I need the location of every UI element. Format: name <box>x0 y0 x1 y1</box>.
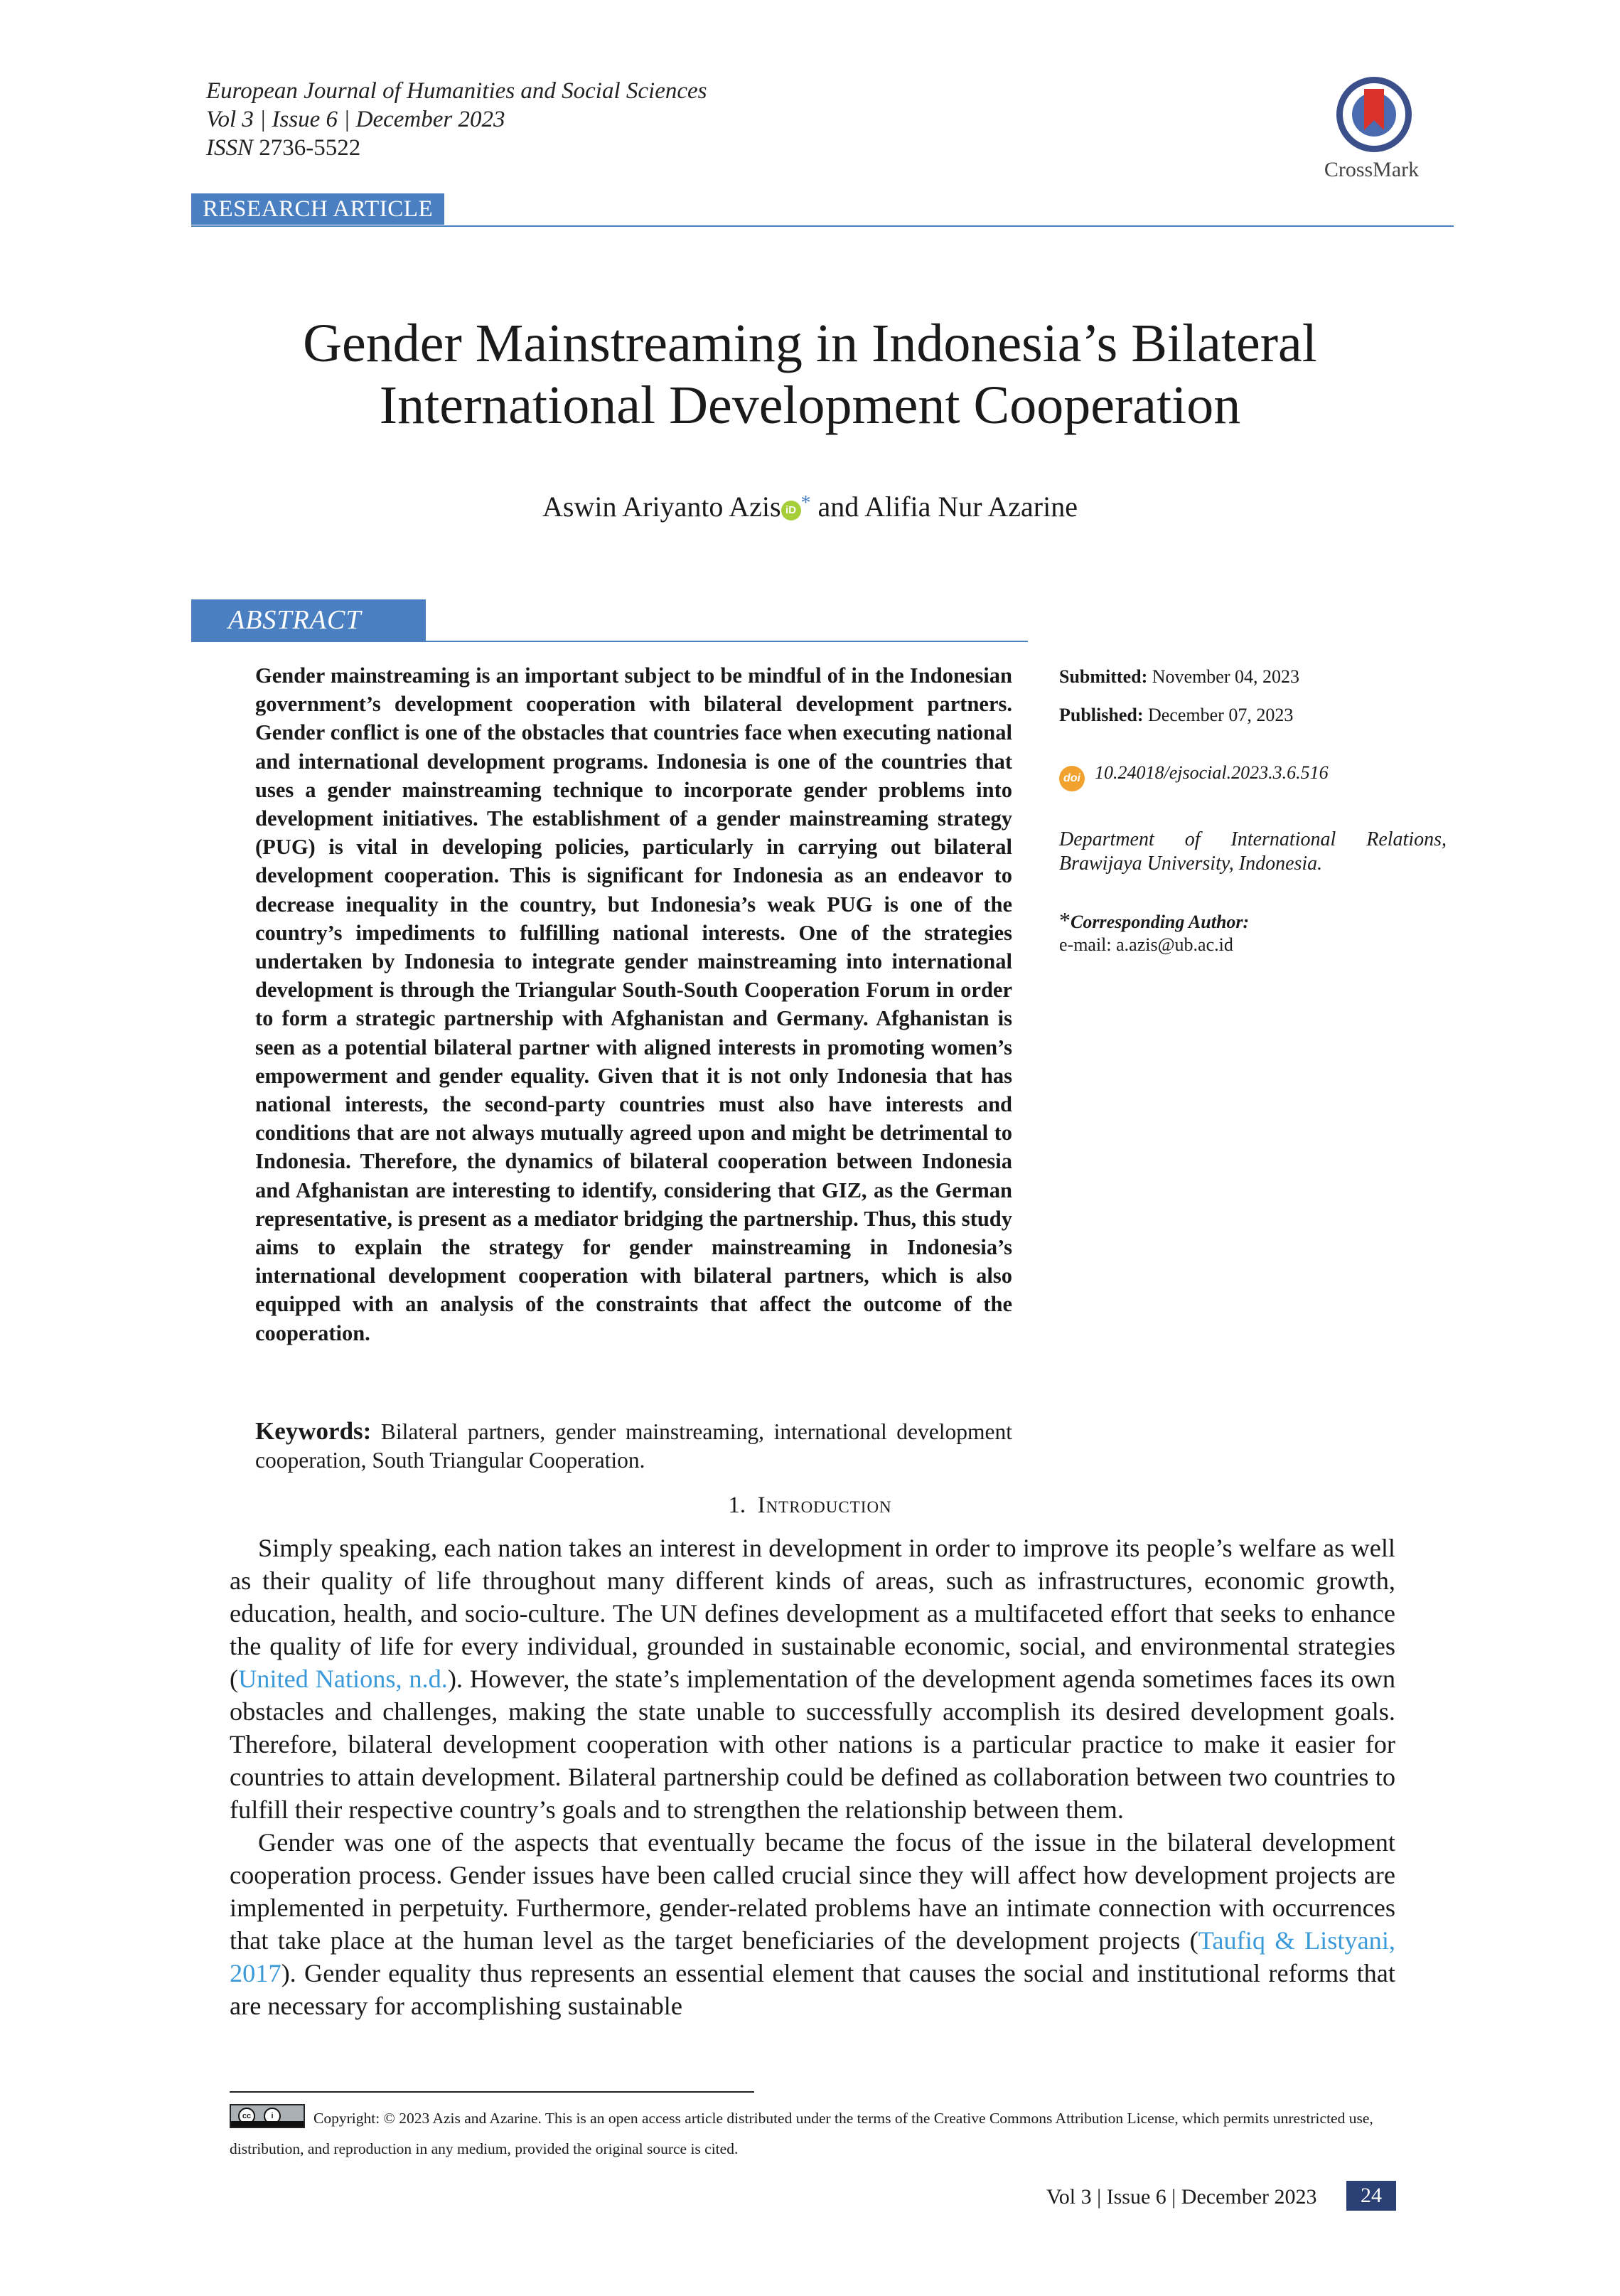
introduction-body <box>230 1532 1395 2022</box>
keywords-label: Keywords: <box>255 1417 372 1445</box>
submitted-value: November 04, 2023 <box>1147 666 1299 687</box>
citation-link[interactable]: Taufiq & Listyani, 2017 <box>230 1926 1395 1987</box>
crossmark-label: CrossMark <box>1324 158 1420 181</box>
paragraph-1-text-b: ). However, the state’s implementation of the development agenda sometimes faces its own obstacles and challenges, making the state unable to successfully accomplish its desired development goals. Therefore, bilateral development cooperation with other nations is a particular practice to make it easier for countries to attain development. Bilateral partnership could be defined as collaboration between two countries to fulfill their respective country’s goals and to strengthen the relationship between them. <box>230 1665 1395 1824</box>
cc-icon: cc <box>238 2108 255 2125</box>
published-value: December 07, 2023 <box>1143 705 1294 725</box>
abstract-divider <box>191 641 1028 642</box>
title-line-1: Gender Mainstreaming in Indonesia’s Bilateral <box>303 314 1317 373</box>
footnote-divider <box>230 2091 754 2093</box>
issn-value: 2736-5522 <box>259 135 361 161</box>
published-label: Published: <box>1059 705 1144 725</box>
author-2: Alifia Nur Azarine <box>864 491 1078 523</box>
abstract-heading: ABSTRACT <box>191 599 426 641</box>
journal-info <box>206 77 707 162</box>
keywords-text: Bilateral partners, gender mainstreaming, international development cooperation, South Triangular Cooperation. <box>255 1419 1012 1473</box>
paragraph-1-text-a: Simply speaking, each nation takes an interest in development in order to improve its people’s welfare as well as their quality of life throughout many different kinds of areas, such as infrastructures, economic growth, education, health, and socio-culture. The UN defines development as a multifaceted effort that seeks to enhance the quality of life for every individual, grounded in sustainable economic, social, and environmental strategies ( <box>230 1534 1395 1693</box>
corresponding-star: * <box>800 492 811 514</box>
header-divider <box>191 225 1454 227</box>
footer-volume: Vol 3 | Issue 6 | December 2023 <box>1046 2185 1317 2209</box>
crossmark-icon <box>1336 77 1412 152</box>
orcid-icon[interactable]: iD <box>781 501 801 520</box>
keywords <box>255 1417 1012 1475</box>
section-heading-introduction <box>191 1490 1429 1520</box>
title-line-2: International Development Cooperation <box>379 375 1241 435</box>
article-title <box>191 313 1429 437</box>
author-joiner: and <box>810 491 865 523</box>
paragraph-2 <box>230 1826 1395 2022</box>
author-line <box>191 486 1429 525</box>
section-number: 1. <box>728 1493 746 1518</box>
abstract-text: Gender mainstreaming is an important subject to be mindful of in the Indonesian government’s development cooperation with bilateral development partners. Gender conflict is one of the obstacles that countries face when executing national and international development programs. Indonesia is one of the countries that uses a gender mainstreaming technique to incorporate gender problems into development initiatives. The establishment of a gender mainstreaming strategy (PUG) is vital in developing policies, particularly in carrying out bilateral development cooperation. This is significant for Indonesia as an endeavor to decrease inequality in the country, but Indonesia’s weak PUG is one of the country’s impediments to fulfilling national interests. One of the strategies undertaken by Indonesia to integrate gender mainstreaming into international development is through the Triangular South-South Cooperation Forum in order to form a strategic partnership with Afghanistan and Germany. Afghanistan is seen as a potential bilateral partner with aligned interests in promoting women’s empowerment and gender equality. Given that it is not only Indonesia that has national interests, the second-party countries must also have interests and conditions that are not always mutually agreed upon and might be detrimental to Indonesia. Therefore, the dynamics of bilateral cooperation between Indonesia and Afghanistan are interesting to identify, considering that GIZ, as the German representative, is present as a mediator bridging the partnership. Thus, this study aims to explain the strategy for gender mainstreaming in Indonesia’s international development cooperation with bilateral partners, which is also equipped with an analysis of the constraints that affect the outcome of the cooperation. <box>255 663 1012 1345</box>
submitted-label: Submitted: <box>1059 666 1148 687</box>
paragraph-1 <box>230 1532 1395 1826</box>
paragraph-2-text-a: Gender was one of the aspects that eventually became the focus of the issue in the bilateral development cooperation process. Gender issues have been called crucial since they will affect how development projects are implemented in perpetuity. Furthermore, gender-related problems have an intimate connection with occurrences that take place at the human level as the target beneficiaries of the development projects ( <box>230 1828 1395 1955</box>
corresponding-star: * <box>1059 907 1071 933</box>
page-number: 24 <box>1346 2181 1396 2211</box>
citation-link[interactable]: United Nations, n.d. <box>238 1665 448 1693</box>
doi-icon: doi <box>1059 766 1085 791</box>
attribution-icon: i <box>264 2108 281 2125</box>
submitted-date <box>1059 665 1447 689</box>
paragraph-2-text-b: ). Gender equality thus represents an essential element that causes the social and institutional reforms that are necessary for accomplishing sustainable <box>230 1959 1395 2020</box>
journal-name: European Journal of Humanities and Social Sciences <box>206 78 707 104</box>
corresponding-author <box>1059 908 1447 934</box>
crossmark-badge[interactable] <box>1302 77 1441 191</box>
copyright-notice: Copyright: © 2023 Azis and Azarine. This is an open access article distributed under the terms of the Creative Commons Attribution License, which permits unrestricted use, distribution, and reproduction in any medium, provided the original source is cited. <box>230 2110 1373 2157</box>
doi-link[interactable]: 10.24018/ejsocial.2023.3.6.516 <box>1095 762 1329 783</box>
corresponding-label: Corresponding Author: <box>1071 912 1250 932</box>
corresponding-email[interactable]: e-mail: a.azis@ub.ac.id <box>1059 934 1233 955</box>
affiliation: Department of International Relations, Brawijaya University, Indonesia. <box>1059 828 1447 875</box>
section-title: Introduction <box>757 1493 892 1518</box>
doi-line[interactable] <box>1059 761 1447 791</box>
published-date <box>1059 703 1447 727</box>
section-tag: RESEARCH ARTICLE <box>191 193 444 225</box>
issn-label: ISSN <box>206 135 253 161</box>
cc-by-license-icon[interactable] <box>230 2104 305 2128</box>
journal-volume: Vol 3 | Issue 6 | December 2023 <box>206 107 505 132</box>
journal-issn <box>206 134 707 162</box>
author-1: Aswin Ariyanto Azis <box>542 491 781 523</box>
